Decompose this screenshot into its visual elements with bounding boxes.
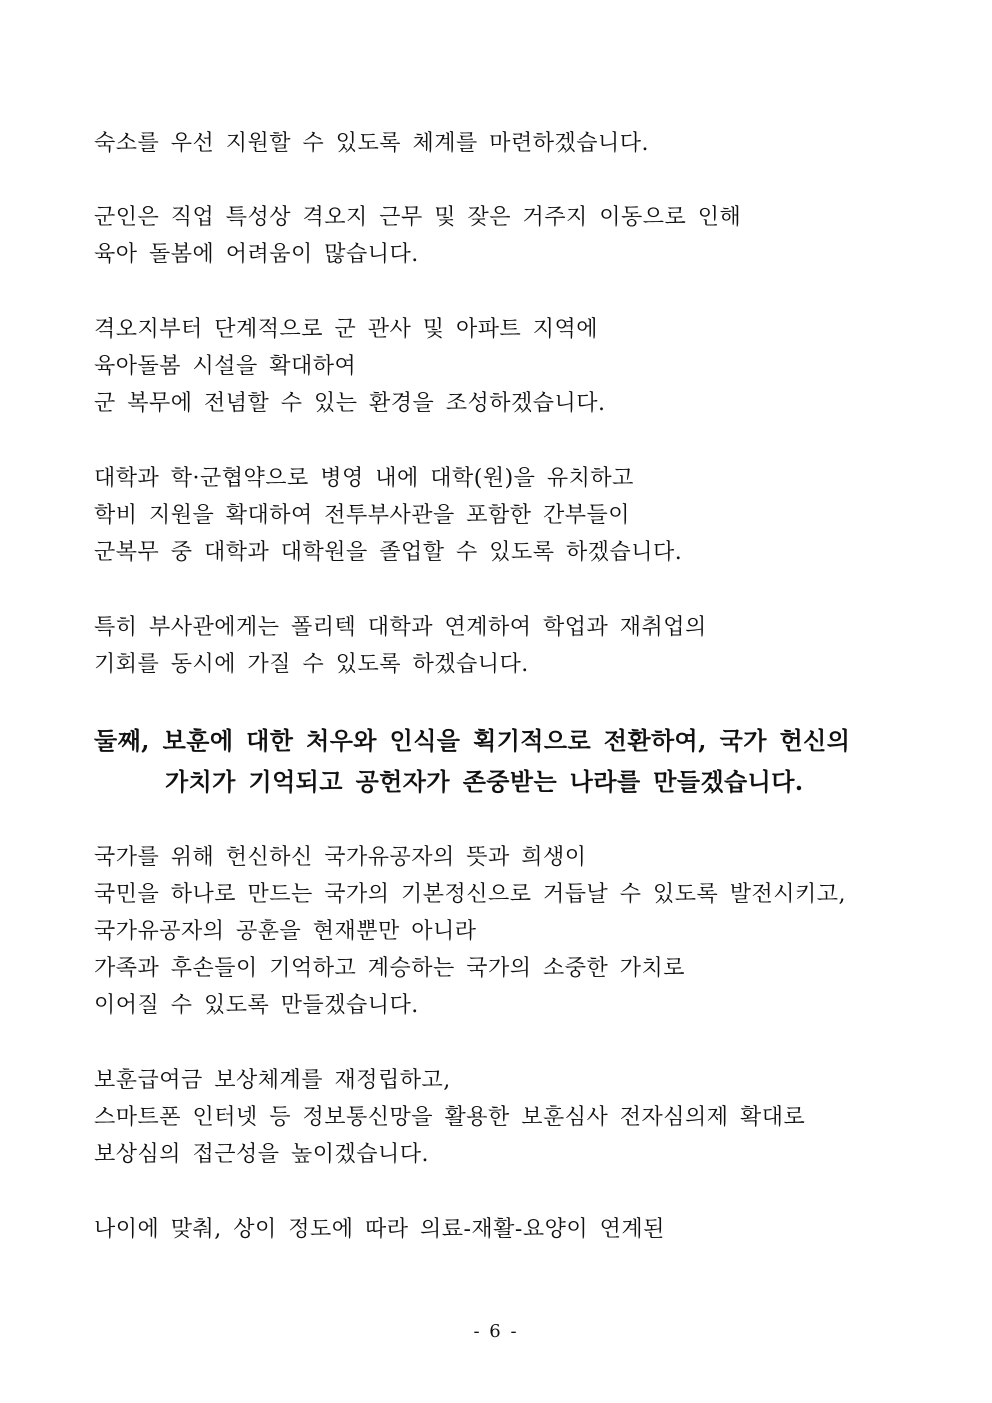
body-text-line: 이어질 수 있도록 만들겠습니다. <box>94 993 419 1018</box>
body-text-line: 격오지부터 단계적으로 군 관사 및 아파트 지역에 <box>94 317 599 342</box>
body-text-line: 군복무 중 대학과 대학원을 졸업할 수 있도록 하겠습니다. <box>94 540 683 565</box>
body-text-line: 스마트폰 인터넷 등 정보통신망을 활용한 보훈심사 전자심의제 확대로 <box>94 1105 806 1130</box>
body-text-line: 군 복무에 전념할 수 있는 환경을 조성하겠습니다. <box>94 391 606 416</box>
body-text-line: 육아돌봄 시설을 확대하여 <box>94 354 357 379</box>
body-text-line: 특히 부사관에게는 폴리텍 대학과 연계하여 학업과 재취업의 <box>94 615 707 640</box>
body-text-line: 육아 돌봄에 어려움이 많습니다. <box>94 242 419 267</box>
body-text-line: 보훈급여금 보상체계를 재정립하고, <box>94 1068 451 1093</box>
body-text-line: 나이에 맞춰, 상이 정도에 따라 의료-재활-요양이 연계된 <box>94 1217 665 1242</box>
body-text-line: 대학과 학·군협약으로 병영 내에 대학(원)을 유치하고 <box>94 466 634 491</box>
section-heading-line1: 둘째, 보훈에 대한 처우와 인식을 획기적으로 전환하여, 국가 헌신의 <box>94 726 851 755</box>
section-heading-line2: 가치가 기억되고 공헌자가 존중받는 나라를 만들겠습니다. <box>165 767 804 796</box>
body-text-line: 국민을 하나로 만드는 국가의 기본정신으로 거듭날 수 있도록 발전시키고, <box>94 882 847 907</box>
body-text-line: 기회를 동시에 가질 수 있도록 하겠습니다. <box>94 652 529 677</box>
body-text-line: 국가를 위해 헌신하신 국가유공자의 뜻과 희생이 <box>94 845 587 870</box>
body-text-line: 숙소를 우선 지원할 수 있도록 체계를 마련하겠습니다. <box>94 131 649 156</box>
body-text-line: 보상심의 접근성을 높이겠습니다. <box>94 1142 430 1167</box>
page-number: - 6 - <box>473 1321 519 1342</box>
body-text-line: 군인은 직업 특성상 격오지 근무 및 잦은 거주지 이동으로 인해 <box>94 205 742 230</box>
body-text-line: 가족과 후손들이 기억하고 계승하는 국가의 소중한 가치로 <box>94 956 686 981</box>
body-text-line: 국가유공자의 공훈을 현재뿐만 아니라 <box>94 919 477 944</box>
body-text-line: 학비 지원을 확대하여 전투부사관을 포함한 간부들이 <box>94 503 631 528</box>
